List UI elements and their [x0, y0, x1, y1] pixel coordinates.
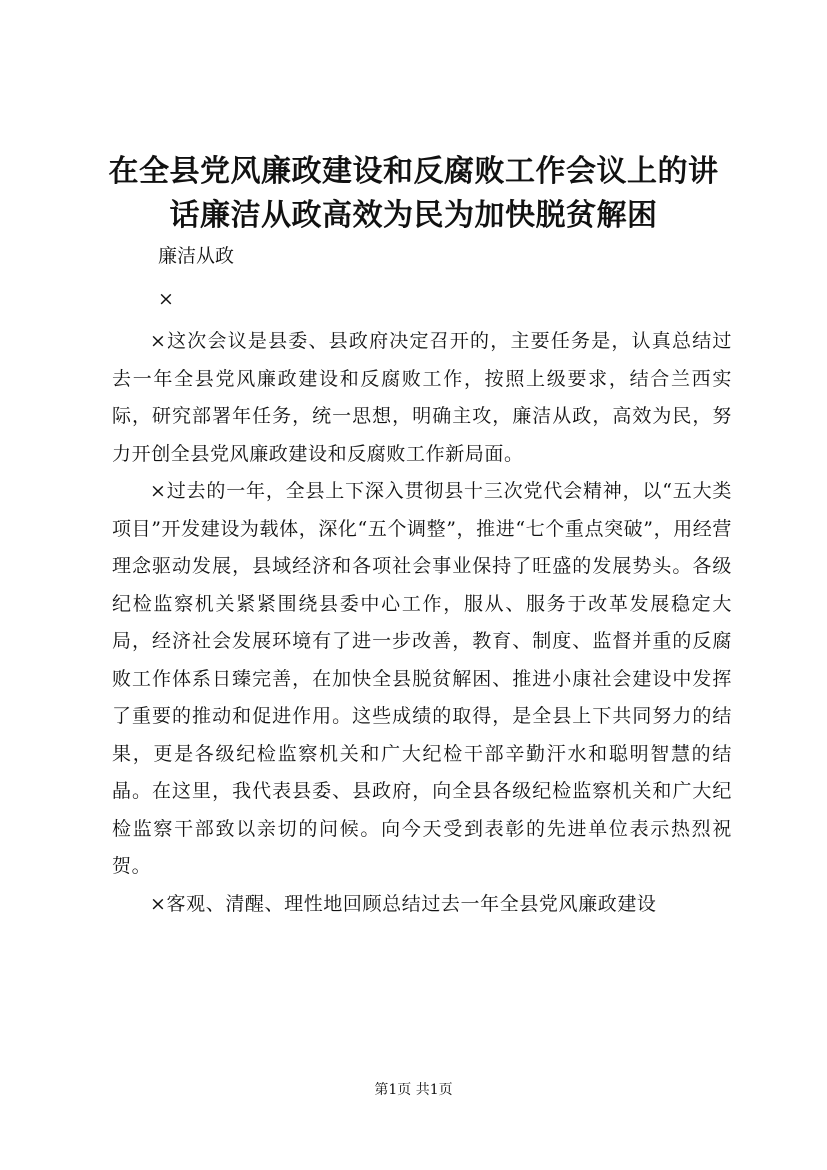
- placeholder-mark: ×: [158, 288, 174, 310]
- body-paragraph: ×客观、清醒、理性地回顾总结过去一年全县党风廉政建设: [150, 892, 657, 915]
- body-paragraph: ×这次会议是县委、县政府决定召开的，主要任务是，认真总结过去一年全县党风廉政建设和反腐败工作，按照上级要求，结合兰西实际，研究部署年任务，统一思想，明确主攻，廉洁从政，高效为民，努力开创全县党风廉政建设和反腐败工作新局面。: [112, 330, 732, 465]
- document-subheading: 廉洁从政: [158, 245, 235, 267]
- document-body: [112, 323, 732, 923]
- body-paragraph: ×过去的一年，全县上下深入贯彻县十三次党代会精神，以“五大类项目”开发建设为载体，深化“五个调整”，推进“七个重点突破”，用经营理念驱动发展，县域经济和各项社会事业保持了旺盛的发展势头。各级纪检监察机关紧紧围绕县委中心工作，服从、服务于改革发展稳定大局，经济社会发展环境有了进一步改善，教育、制度、监督并重的反腐败工作体系日臻完善，在加快全县脱贫解困、推进小康社会建设中发挥了重要的推动和促进作用。这些成绩的取得，是全县上下共同努力的结果，更是各级纪检监察机关和广大纪检干部辛勤汗水和聪明智慧的结晶。在这里，我代表县委、县政府，向全县各级纪检监察机关和广大纪检监察干部致以亲切的问候。向今天受到表彰的先进单位表示热烈祝贺。: [112, 480, 732, 877]
- document-title: 在全县党风廉政建设和反腐败工作会议上的讲话廉洁从政高效为民为加快脱贫解困: [108, 154, 719, 233]
- page-footer: 第1页 共1页: [374, 1082, 453, 1098]
